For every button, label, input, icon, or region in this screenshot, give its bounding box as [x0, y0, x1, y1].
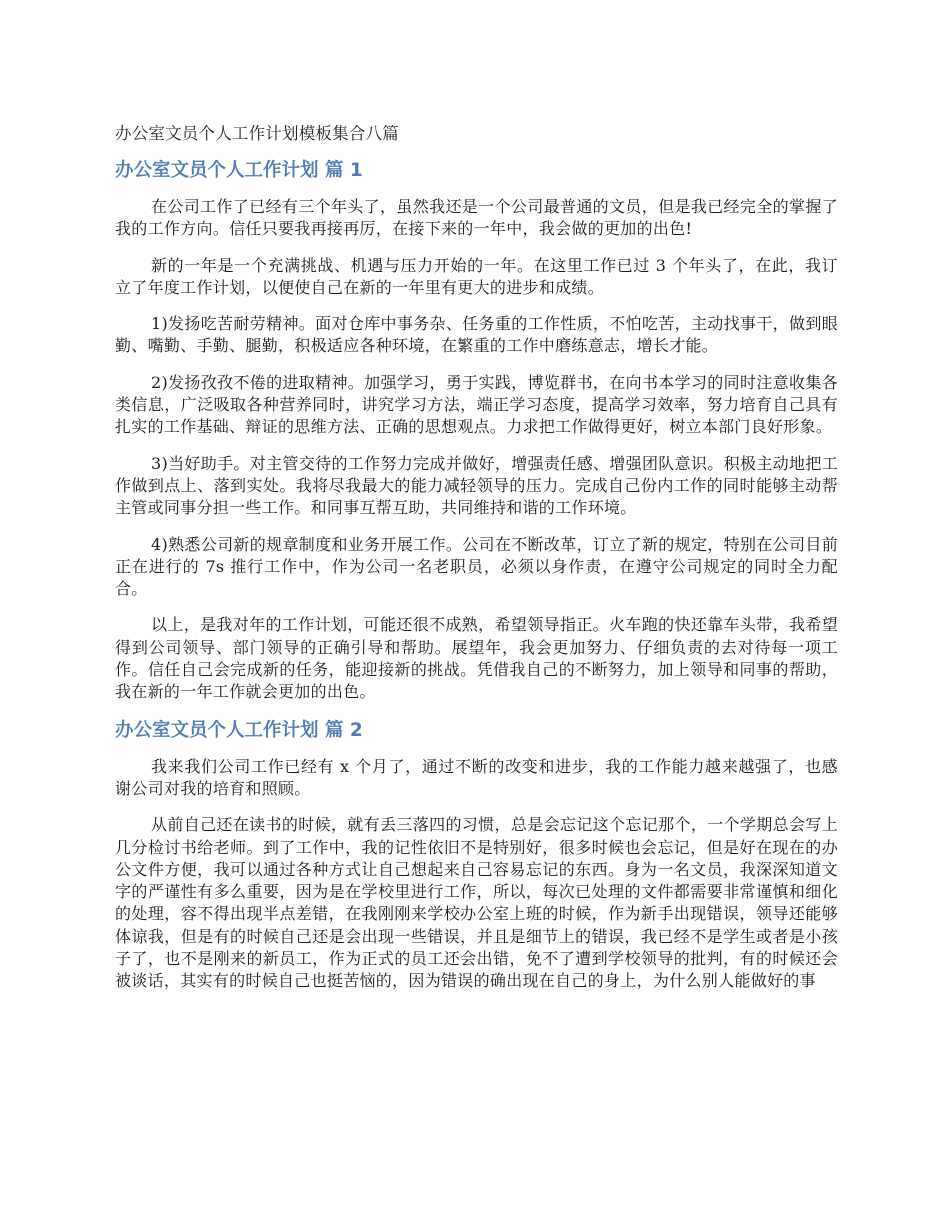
section-2	[115, 718, 838, 993]
document-title: 办公室文员个人工作计划模板集合八篇	[115, 124, 399, 143]
document-page	[115, 122, 838, 1007]
paragraph: 4)熟悉公司新的规章制度和业务开展工作。公司在不断改革，订立了新的规定，特别在公司目前正在进行的 7s 推行工作中，作为公司一名老职员，必须以身作责，在遵守公司规定的同时全力配合。	[115, 534, 838, 599]
paragraph: 以上，是我对年的工作计划，可能还很不成熟，希望领导指正。火车跑的快还靠车头带，我希望得到公司领导、部门领导的正确引导和帮助。展望年，我会更加努力、仔细负责的去对待每一项工作。信任自己会完成新的任务，能迎接新的挑战。凭借我自己的不断努力，加上领导和同事的帮助，我在新的一年工作就会更加的出色。	[115, 615, 838, 702]
section-1	[115, 158, 838, 704]
paragraph: 我来我们公司工作已经有 x 个月了，通过不断的改变和进步，我的工作能力越来越强了，也感谢公司对我的培育和照顾。	[115, 756, 838, 798]
paragraph: 2)发扬孜孜不倦的进取精神。加强学习，勇于实践，博览群书，在向书本学习的同时注意收集各类信息，广泛吸取各种营养同时，讲究学习方法，端正学习态度，提高学习效率，努力培育自己具有扎实的工作基础、辩证的思维方法、正确的思想观点。力求把工作做得更好，树立本部门良好形象。	[115, 372, 838, 437]
paragraph: 新的一年是一个充满挑战、机遇与压力开始的一年。在这里工作已过 3 个年头了，在此，我订立了年度工作计划，以便使自己在新的一年里有更大的进步和成绩。	[115, 255, 838, 297]
paragraph: 从前自己还在读书的时候，就有丢三落四的习惯，总是会忘记这个忘记那个，一个学期总会写上几分检讨书给老师。到了工作中，我的记性依旧不是特别好，很多时候也会忘记，但是好在现在的办公文件方便，我可以通过各种方式让自己想起来自己容易忘记的东西。身为一名文员，我深深知道文字的严谨性有多么重要，因为是在学校里进行工作，所以，每次已处理的文件都需要非常谨慎和细化的处理，容不得出现半点差错，在我刚刚来学校办公室上班的时候，作为新手出现错误，领导还能够体谅我，但是有的时候自己还是会出现一些错误，并且是细节上的错误，我已经不是学生或者是小孩子了，也不是刚来的新员工，作为正式的员工还会出错，免不了遭到学校领导的批判，有的时候还会被谈话，其实有的时候自己也挺苦恼的，因为错误的确出现在自己的身上，为什么别人能做好的事	[115, 815, 838, 991]
section-heading: 办公室文员个人工作计划 篇 2	[115, 719, 363, 741]
paragraph: 1)发扬吃苦耐劳精神。面对仓库中事务杂、任务重的工作性质，不怕吃苦，主动找事干，做到眼勤、嘴勤、手勤、腿勤，积极适应各种环境，在繁重的工作中磨练意志，增长才能。	[115, 314, 838, 356]
paragraph: 在公司工作了已经有三个年头了，虽然我还是一个公司最普通的文员，但是我已经完全的掌握了我的工作方向。信任只要我再接再厉，在接下来的一年中，我会做的更加的出色!	[115, 197, 838, 239]
section-heading: 办公室文员个人工作计划 篇 1	[115, 160, 363, 181]
paragraph: 3)当好助手。对主管交待的工作努力完成并做好，增强责任感、增强团队意识。积极主动地把工作做到点上、落到实处。我将尽我最大的能力减轻领导的压力。完成自己份内工作的同时能够主动帮主管或同事分担一些工作。和同事互帮互助，共同维持和谐的工作环境。	[115, 453, 838, 518]
